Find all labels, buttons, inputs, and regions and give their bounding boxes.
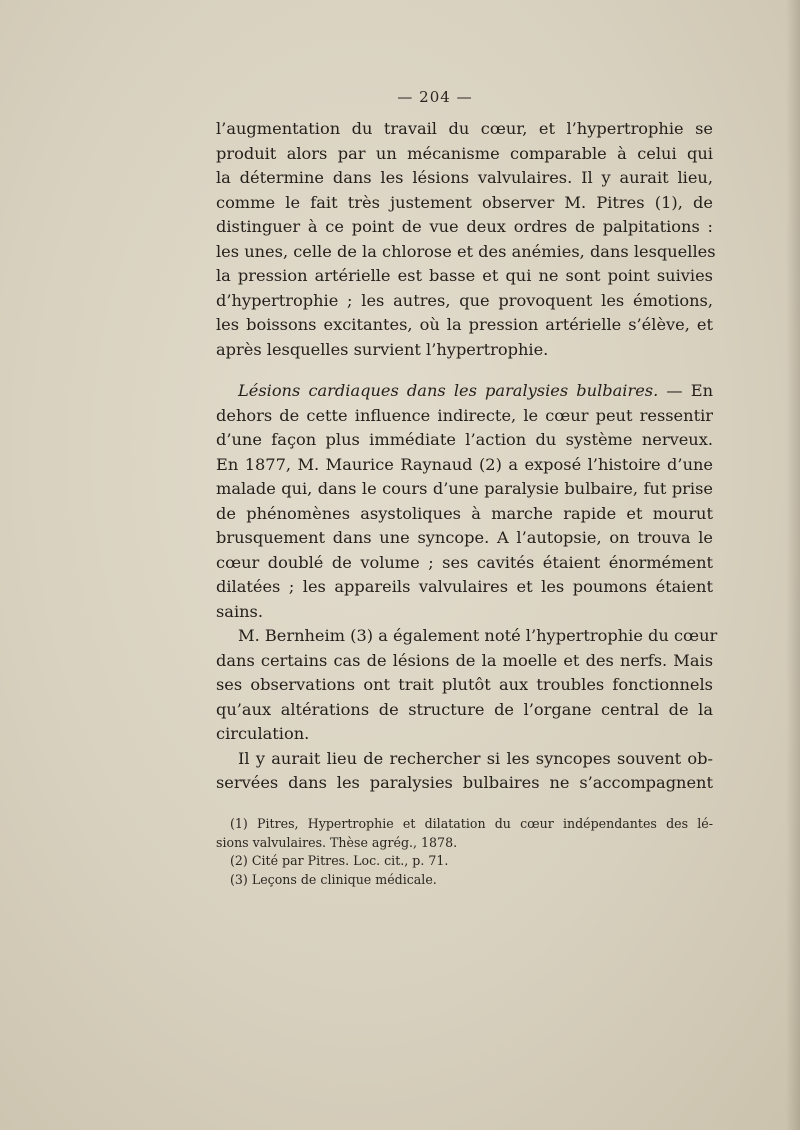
- text-line: Il y aurait lieu de rechercher si les syncopes souvent ob-: [238, 748, 713, 768]
- text-line: la détermine dans les lésions valvulaires. Il y aurait lieu,: [216, 168, 713, 187]
- text-line: servées dans les paralysies bulbaires ne s’accompagnent: [216, 773, 713, 792]
- footnote-2: (2) Cité par Pitres. Loc. cit., p. 71.: [230, 853, 449, 868]
- page-number: — 204 —: [397, 88, 473, 106]
- text-line: cœur doublé de volume ; ses cavités étaient énormément: [216, 552, 713, 572]
- page-edge-shadow: [786, 0, 800, 1130]
- footnotes: [216, 815, 713, 889]
- section-heading: Lésions cardiaques dans les paralysies bulbaires.: [238, 381, 659, 400]
- text-line: dilatées ; les appareils valvulaires et les poumons étaient: [216, 577, 713, 596]
- text-line: dans certains cas de lésions de la moelle et des nerfs. Mais: [216, 650, 713, 670]
- text-line: dehors de cette influence indirecte, le cœur peut ressentir: [216, 405, 713, 425]
- heading-continuation: — En: [658, 381, 713, 400]
- text-line: les unes, celle de la chlorose et des anémies, dans lesquelles: [216, 241, 716, 261]
- text-line: produit alors par un mécanisme comparable à celui qui: [216, 143, 713, 163]
- main-text: [216, 117, 718, 796]
- text-line: En 1877, M. Maurice Raynaud (2) a exposé l’histoire d’une: [216, 454, 713, 474]
- text-line: circulation.: [216, 724, 310, 743]
- text-line: d’hypertrophie ; les autres, que provoquent les émotions,: [216, 290, 713, 310]
- text-line: d’une façon plus immédiate l’action du système nerveux.: [216, 430, 713, 449]
- text-line: la pression artérielle est basse et qui ne sont point suivies: [216, 266, 713, 285]
- section-heading-line: [216, 379, 713, 404]
- text-line: sains.: [216, 601, 264, 621]
- footnote-3: (3) Leçons de clinique médicale.: [230, 871, 437, 887]
- footnote-1-line-2: sions valvulaires. Thèse agrég., 1878.: [216, 834, 458, 850]
- text-line: qu’aux altérations de structure de l’organe central de la: [216, 699, 713, 719]
- text-line: comme le fait très justement observer M. Pitres (1), de: [216, 192, 713, 212]
- text-line: ses observations ont trait plutôt aux troubles fonctionnels: [216, 675, 713, 694]
- text-line: brusquement dans une syncope. A l’autopsie, on trouva le: [216, 528, 713, 547]
- text-line: de phénomènes asystoliques à marche rapide et mourut: [216, 503, 713, 523]
- paragraph-gap: [216, 362, 713, 379]
- text-line: les boissons excitantes, où la pression artérielle s’élève, et: [216, 315, 713, 334]
- text-line: distinguer à ce point de vue deux ordres de palpitations :: [216, 217, 713, 236]
- text-line: malade qui, dans le cours d’une paralysie bulbaire, fut prise: [216, 479, 713, 498]
- text-line: M. Bernheim (3) a également noté l’hypertrophie du cœur: [238, 626, 718, 645]
- text-line: l’augmentation du travail du cœur, et l’hypertrophie se: [216, 119, 713, 138]
- footnote-1-line-1: (1) Pitres, Hypertrophie et dilatation du cœur indépendantes des lé-: [230, 816, 713, 831]
- text-line: après lesquelles survient l’hypertrophie.: [216, 339, 549, 359]
